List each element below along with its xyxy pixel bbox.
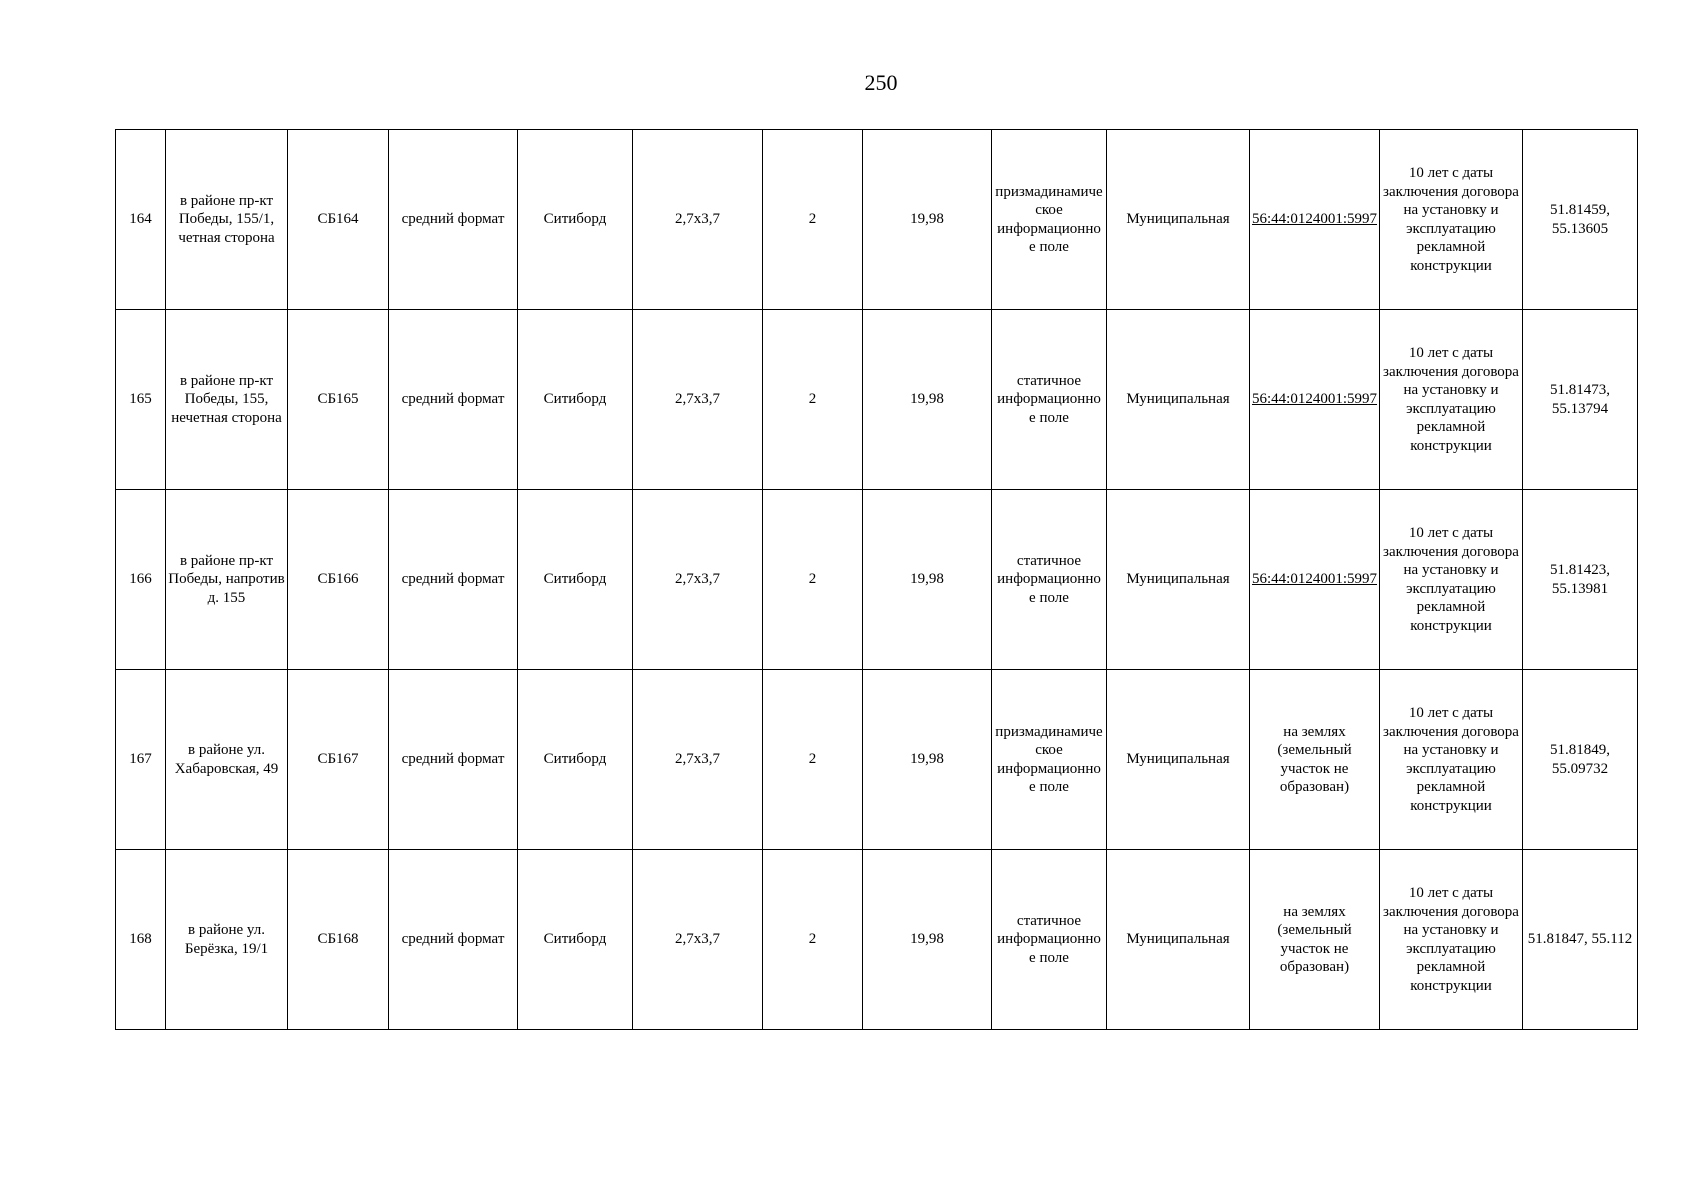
table-row [116,310,1638,490]
size-cell: 2,7х3,7 [633,310,763,490]
row-number: 168 [116,850,166,1030]
coordinates-cell: 51.81847, 55.112 [1523,850,1638,1030]
table-row [116,490,1638,670]
area-cell: 19,98 [863,310,992,490]
coordinates-cell: 51.81849, 55.09732 [1523,670,1638,850]
ownership-cell: Муниципальная [1107,130,1250,310]
address-cell: в районе пр-кт Победы, напротив д. 155 [166,490,288,670]
term-cell: 10 лет с даты заключения договора на установку и эксплуатацию рекламной конструкции [1380,130,1523,310]
coordinates-cell: 51.81459, 55.13605 [1523,130,1638,310]
ownership-cell: Муниципальная [1107,490,1250,670]
area-cell: 19,98 [863,670,992,850]
coordinates-cell: 51.81423, 55.13981 [1523,490,1638,670]
address-cell: в районе ул. Берёзка, 19/1 [166,850,288,1030]
cadastral-cell: 56:44:0124001:5997 [1250,490,1380,670]
size-cell: 2,7х3,7 [633,850,763,1030]
row-number: 166 [116,490,166,670]
sides-cell: 2 [763,670,863,850]
address-cell: в районе пр-кт Победы, 155, нечетная сторона [166,310,288,490]
field-type-cell: призмадинамическое информационное поле [992,670,1107,850]
field-type-cell: статичное информационное поле [992,850,1107,1030]
size-cell: 2,7х3,7 [633,670,763,850]
format-cell: средний формат [389,490,518,670]
format-cell: средний формат [389,850,518,1030]
size-cell: 2,7х3,7 [633,490,763,670]
type-cell: Ситиборд [518,310,633,490]
sides-cell: 2 [763,310,863,490]
ownership-cell: Муниципальная [1107,310,1250,490]
area-cell: 19,98 [863,850,992,1030]
table-row [116,670,1638,850]
code-cell: СБ167 [288,670,389,850]
field-type-cell: призмадинамическое информационное поле [992,130,1107,310]
ownership-cell: Муниципальная [1107,670,1250,850]
cadastral-cell: 56:44:0124001:5997 [1250,310,1380,490]
format-cell: средний формат [389,310,518,490]
code-cell: СБ168 [288,850,389,1030]
advertising-structures-table [115,129,1638,1030]
type-cell: Ситиборд [518,670,633,850]
sides-cell: 2 [763,490,863,670]
area-cell: 19,98 [863,490,992,670]
coordinates-cell: 51.81473, 55.13794 [1523,310,1638,490]
address-cell: в районе пр-кт Победы, 155/1, четная сторона [166,130,288,310]
code-cell: СБ164 [288,130,389,310]
type-cell: Ситиборд [518,850,633,1030]
field-type-cell: статичное информационное поле [992,310,1107,490]
row-number: 165 [116,310,166,490]
land-status-cell: на землях (земельный участок не образован) [1250,670,1380,850]
address-cell: в районе ул. Хабаровская, 49 [166,670,288,850]
area-cell: 19,98 [863,130,992,310]
term-cell: 10 лет с даты заключения договора на установку и эксплуатацию рекламной конструкции [1380,490,1523,670]
format-cell: средний формат [389,130,518,310]
term-cell: 10 лет с даты заключения договора на установку и эксплуатацию рекламной конструкции [1380,310,1523,490]
table-row [116,130,1638,310]
size-cell: 2,7х3,7 [633,130,763,310]
cadastral-cell: 56:44:0124001:5997 [1250,130,1380,310]
ownership-cell: Муниципальная [1107,850,1250,1030]
sides-cell: 2 [763,850,863,1030]
land-status-cell: на землях (земельный участок не образован) [1250,850,1380,1030]
type-cell: Ситиборд [518,490,633,670]
code-cell: СБ166 [288,490,389,670]
code-cell: СБ165 [288,310,389,490]
table-row [116,850,1638,1030]
term-cell: 10 лет с даты заключения договора на установку и эксплуатацию рекламной конструкции [1380,670,1523,850]
term-cell: 10 лет с даты заключения договора на установку и эксплуатацию рекламной конструкции [1380,850,1523,1030]
row-number: 164 [116,130,166,310]
format-cell: средний формат [389,670,518,850]
field-type-cell: статичное информационное поле [992,490,1107,670]
sides-cell: 2 [763,130,863,310]
page-number: 250 [864,70,898,95]
row-number: 167 [116,670,166,850]
type-cell: Ситиборд [518,130,633,310]
